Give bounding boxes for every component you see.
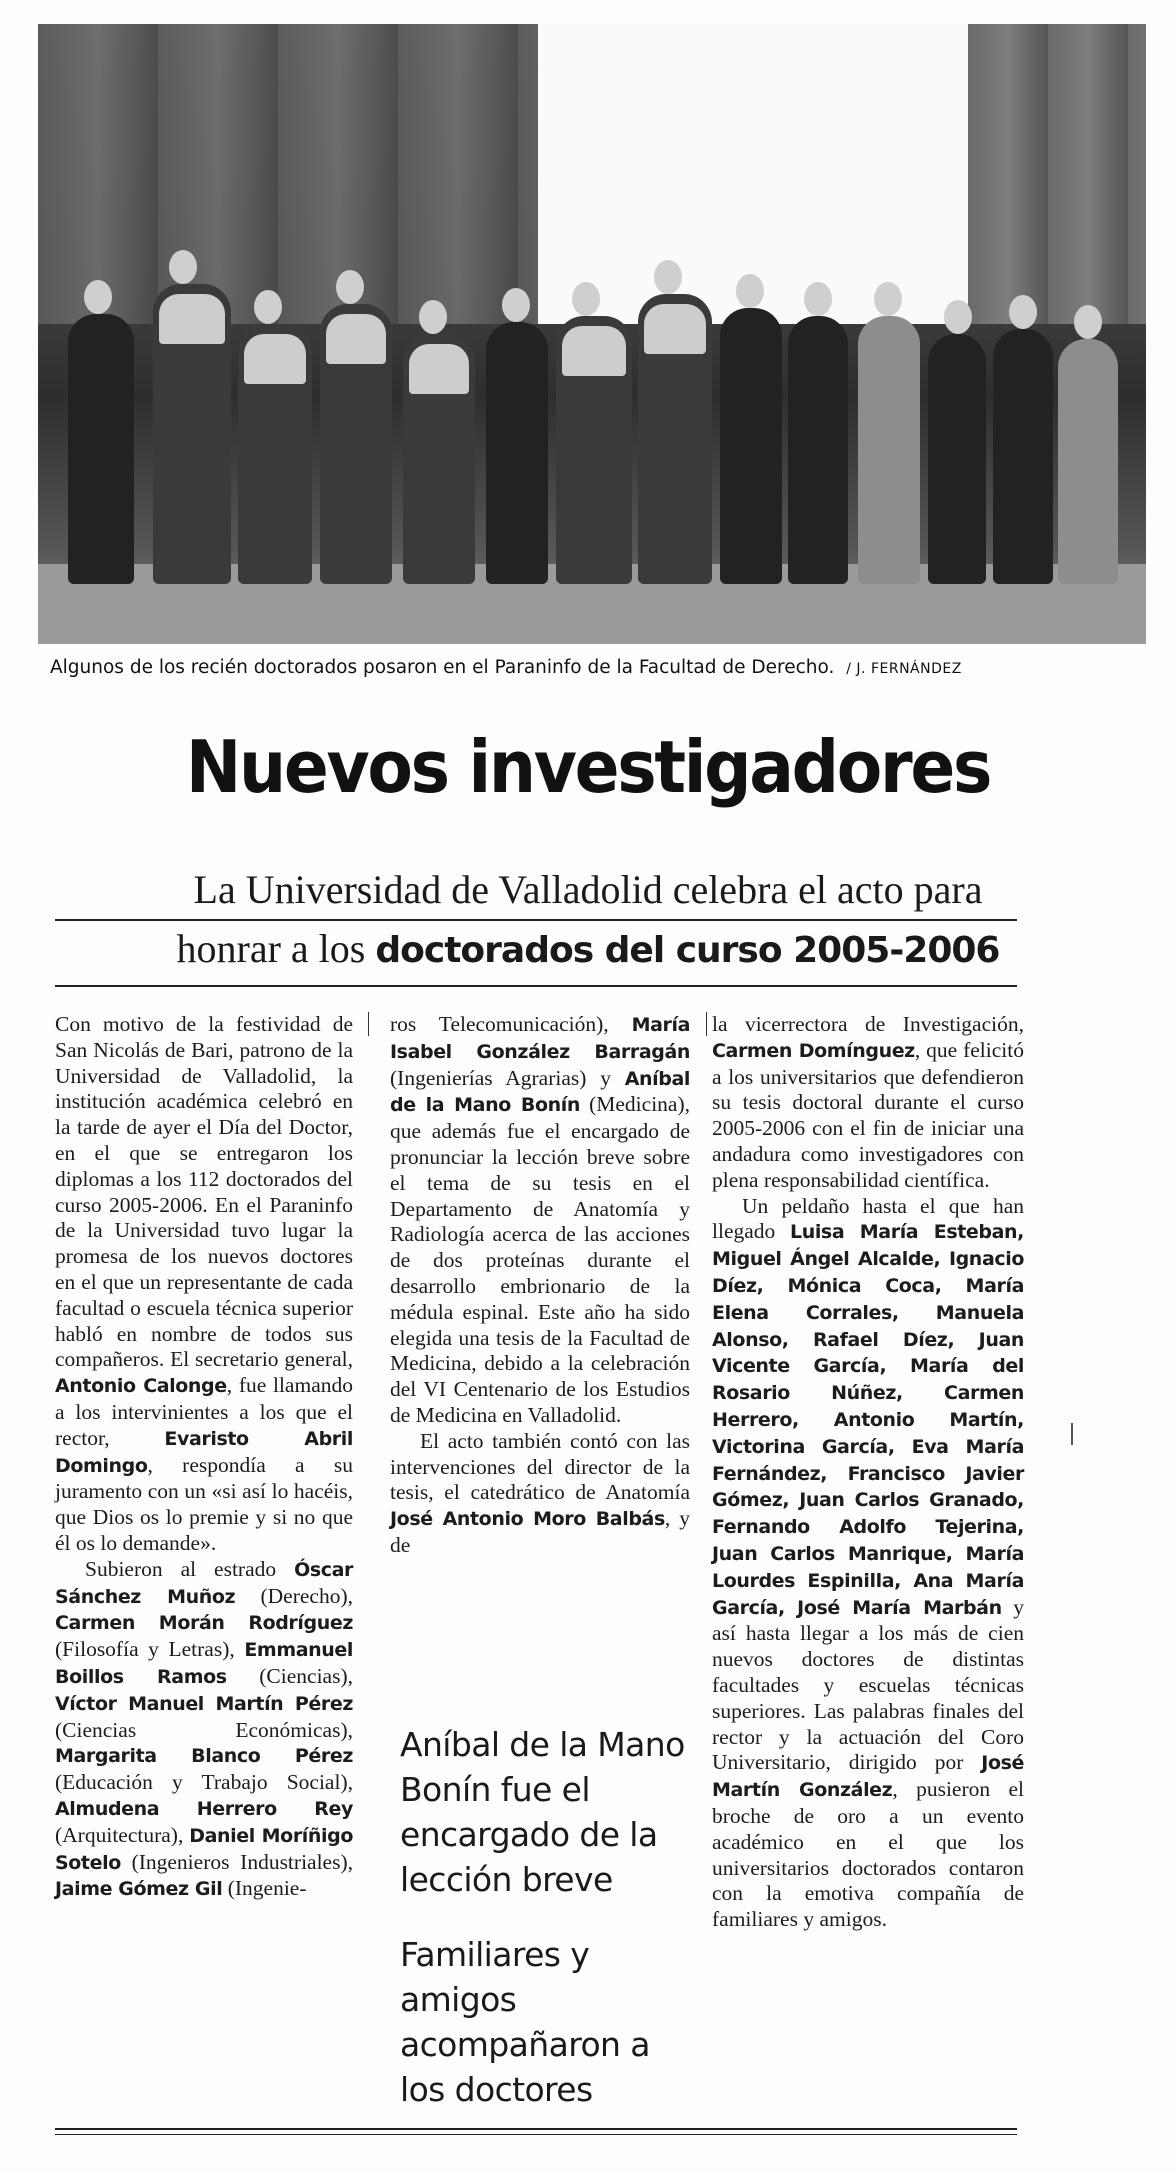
paragraph: Un peldaño hasta el que han llegado Luisa María Esteban, Miguel Ángel Alcalde, Ignacio Díez, Mónica Coca, María Elena Corrales, Manuela Alonso, Rafael Díez, Juan Vicente García, María del Rosario Núñez, Carmen Herrero, Antonio Martín, Victorina García, Eva María Fernández, Francisco Javier Gómez, Juan Carlos Granado, Fernando Adolfo Tejerina, Juan Carlos Manrique, María Lourdes Espinilla, Ana María García, José María Marbán y así hasta llegar a los más de cien nuevos doctores de distintas facultades y escuelas técnicas superiores. Las palabras finales del rector y la actuación del Coro Universitario, dirigido por José Martín González, pusieron el broche de oro a un evento académico en el que los universitarios doctorados contaron con la emotiva compañía de familiares y amigos. (712, 1193, 1024, 1932)
article-photo (38, 24, 1146, 644)
photo-person (153, 284, 231, 584)
paragraph: ros Telecomunicación), María Isabel González Barragán (Ingenierías Agrarias) y Aníbal de la Mano Bonín (Medicina), que además fue el encargado de pronunciar la lección breve sobre el tema de su tesis en el Departamento de Anatomía y Radiología acerca de las acciones de dos proteínas durante el desarrollo embrionario de la médula espinal. Este año ha sido elegida una tesis de la Facultad de Medicina, debido a la celebración del VI Centenario de los Estudios de Medicina en Valladolid. (390, 1012, 690, 1427)
subheadline-plain: honrar a los (176, 926, 366, 971)
photo-caption (50, 657, 1140, 678)
photo-person (1058, 339, 1118, 584)
person-name: Almudena Herrero Rey (55, 1797, 353, 1820)
person-name: Margarita Blanco Pérez (55, 1745, 353, 1768)
subheadline-line-2 (0, 925, 1176, 972)
bottom-rule-thin (55, 2134, 1017, 2135)
pull-quote-2: Familiares y amigos acompañaron a los doctores (400, 1935, 650, 2109)
subhead-rule-top (55, 919, 1017, 921)
subhead-rule-bottom (55, 985, 1017, 987)
photo-credit: / J. FERNÁNDEZ (846, 661, 962, 677)
photo-person (238, 324, 312, 584)
photo-person (858, 316, 920, 584)
photo-person (68, 314, 134, 584)
caption-text: Algunos de los recién doctorados posaron en el Paraninfo de la Facultad de Derecho. (50, 657, 835, 678)
person-name: Aníbal de la Mano Bonín (390, 1067, 690, 1117)
person-name: Víctor Manuel Martín Pérez (55, 1692, 353, 1715)
pull-quote-1: Aníbal de la Mano Bonín fue el encargado de la lección breve (400, 1725, 685, 1899)
photo-person (638, 294, 712, 584)
photo-person (720, 308, 782, 584)
person-name: Jaime Gómez Gil (55, 1878, 223, 1901)
paragraph: Con motivo de la festividad de San Nicolás de Bari, patrono de la Universidad de Valladolid, la institución académica celebró en la tarde de ayer el Día del Doctor, en el que se entregaron los diplomas a los 112 doctorados del curso 2005-2006. En el Paraninfo de la Universidad tuvo lugar la promesa de los nuevos doctores en el que un representante de cada facultad o escuela técnica superior habló en nombre de todos sus compañeros. El secretario general, Antonio Calonge, fue llamando a los intervinientes a los que el rector, Evaristo Abril Domingo, respondía a su juramento con un «si así lo hacéis, que Dios os lo premie y si no que él os lo demande». (55, 1012, 353, 1555)
person-name: Óscar Sánchez Muñoz (55, 1558, 353, 1608)
person-name: Evaristo Abril Domingo (55, 1427, 353, 1477)
headline: Nuevos investigadores (185, 725, 991, 809)
person-name: Antonio Calonge (55, 1375, 227, 1398)
article-column-1 (55, 1012, 353, 1903)
photo-person (320, 304, 392, 584)
photo-person (556, 316, 632, 584)
person-name: Carmen Domínguez (712, 1039, 915, 1062)
scan-mark (1071, 1423, 1073, 1445)
photo-person (788, 316, 848, 584)
bottom-rule (55, 2128, 1017, 2130)
paragraph: El acto también contó con las intervenciones del director de la tesis, el catedrático de Anatomía José Antonio Moro Balbás, y de (390, 1428, 691, 1557)
article-column-2 (390, 1012, 690, 1559)
person-name: Carmen Morán Rodríguez (55, 1612, 353, 1635)
photo-person (403, 334, 475, 584)
paragraph: Subieron al estrado Óscar Sánchez Muñoz (Derecho), Carmen Morán Rodríguez (Filosofía y Letras), Emmanuel Boillos Ramos (Ciencias), Víctor Manuel Martín Pérez (Ciencias Económicas), Margarita Blanco Pérez (Educación y Trabajo Social), Almudena Herrero Rey (Arquitectura), Daniel Moríñigo Sotelo (Ingenieros Industriales), Jaime Gómez Gil (Ingenie- (55, 1556, 353, 1901)
photo-person (993, 329, 1053, 584)
photo-group-of-people (58, 254, 1128, 584)
person-name: José Martín González (712, 1752, 1024, 1802)
paragraph: la vicerrectora de Investigación, Carmen Domínguez, que felicitó a los universitarios que defendieron su tesis doctoral durante el curso 2005-2006 con el fin de iniciar una andadura como investigadores con plena responsabilidad científica. (712, 1012, 1024, 1192)
photo-person (928, 334, 986, 584)
photo-person (486, 322, 548, 584)
subheadline-bold: doctorados del curso 2005-2006 (375, 930, 1000, 971)
person-name: Daniel Moríñigo Sotelo (55, 1824, 353, 1874)
person-name: José Antonio Moro Balbás (390, 1508, 665, 1531)
person-name-list: Luisa María Esteban, Miguel Ángel Alcalde, Ignacio Díez, Mónica Coca, María Elena Corrales, Manuela Alonso, Rafael Díez, Juan Vicente García, María del Rosario Núñez, Carmen Herrero, Antonio Martín, Victorina García, Eva María Fernández, Francisco Javier Gómez, Juan Carlos Granado, Fernando Adolfo Tejerina, Juan Carlos Manrique, María Lourdes Espinilla, Ana María García, José María Marbán (712, 1221, 1024, 1619)
column-divider (706, 1012, 707, 1036)
article-column-3 (712, 1012, 1024, 1933)
person-name: María Isabel González Barragán (390, 1014, 690, 1063)
person-name: Emmanuel Boillos Ramos (55, 1639, 353, 1688)
column-divider (368, 1012, 369, 1036)
subheadline-line-1: La Universidad de Valladolid celebra el acto para (193, 867, 983, 912)
